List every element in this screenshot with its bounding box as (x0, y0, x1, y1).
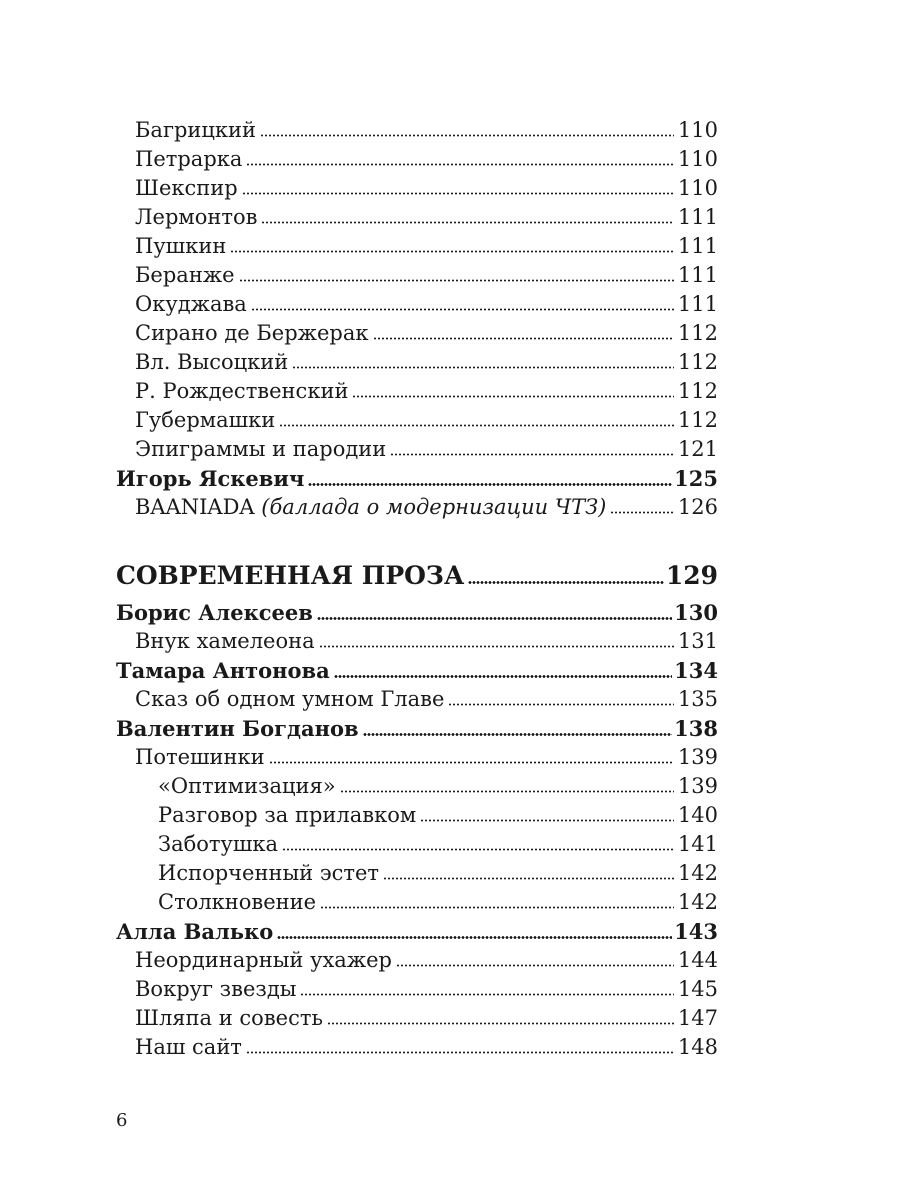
toc-entry-title (158, 772, 336, 801)
toc-entry-title (135, 319, 369, 348)
toc-page-number: 138 (674, 716, 718, 741)
dot-leader (246, 1051, 674, 1054)
dot-leader (282, 848, 674, 851)
toc-title-text: Сказ об одном умном Главе (135, 687, 445, 711)
toc-title-text: Р. Рождественский (135, 379, 349, 403)
toc-entry-title (135, 348, 288, 377)
dot-leader (363, 733, 673, 736)
toc-title-text: Заботушка (158, 832, 279, 856)
toc-page-number: 130 (674, 600, 718, 625)
dot-leader (239, 279, 674, 282)
toc-page-number: 111 (677, 263, 718, 287)
toc-entry-title (135, 203, 257, 232)
toc-title-text: Тамара Антонова (116, 658, 330, 683)
toc-entry-title (135, 1033, 242, 1062)
toc-entry (116, 319, 718, 348)
toc-page-number: 135 (677, 687, 718, 711)
toc-title-text: Беранже (135, 263, 235, 287)
dot-leader (308, 483, 672, 486)
toc-entry-title (135, 743, 265, 772)
toc-entry-title (116, 464, 304, 493)
toc-page-number: 141 (677, 832, 718, 856)
toc-page-number: 112 (677, 321, 718, 345)
toc-entry-title (116, 558, 464, 594)
toc-entry-title (135, 406, 275, 435)
toc-entry (116, 685, 718, 714)
toc-title-text: Борис Алексеев (116, 600, 313, 625)
dot-leader (261, 221, 673, 224)
dot-leader (383, 877, 674, 880)
toc-title-text: Вл. Высоцкий (135, 350, 289, 374)
toc-entry (116, 888, 718, 917)
toc-entry (116, 290, 718, 319)
toc-author-entry (116, 464, 718, 493)
toc-entry-title (135, 261, 235, 290)
toc-page-number: 140 (677, 803, 718, 827)
toc-title-text: Губермашки (135, 408, 276, 432)
toc-page-number: 139 (677, 745, 718, 769)
dot-leader (242, 192, 674, 195)
toc-title-text: Неординарный ухажер (135, 948, 393, 972)
toc-title-text: Потешинки (135, 745, 265, 769)
toc-page-number: 112 (677, 379, 718, 403)
toc-page-number: 112 (677, 350, 718, 374)
toc-title-text: Валентин Богданов (116, 716, 359, 741)
toc-title-text: Разговор за прилавком (158, 803, 417, 827)
toc-title-text: «Оптимизация» (158, 774, 336, 798)
toc-page-number: 129 (665, 561, 718, 590)
toc-author-entry (116, 917, 718, 946)
toc-page-number: 131 (677, 629, 718, 653)
toc-title-text: Шляпа и совесть (135, 1006, 323, 1030)
toc-page-number: 111 (677, 292, 718, 316)
toc-title-text: СОВРЕМЕННАЯ ПРОЗА (116, 561, 465, 590)
dot-leader (260, 134, 674, 137)
toc-entry-title (135, 493, 606, 522)
toc-entry (116, 493, 718, 522)
toc-page-number: 142 (677, 861, 718, 885)
dot-leader (468, 581, 663, 584)
toc-page-number: 121 (677, 437, 718, 461)
toc-entry (116, 203, 718, 232)
toc-page-number: 147 (677, 1006, 718, 1030)
toc-page-number: 142 (677, 890, 718, 914)
toc-entry (116, 116, 718, 145)
table-of-contents (116, 116, 718, 1062)
toc-title-text: Пушкин (135, 234, 227, 258)
dot-leader (327, 1022, 674, 1025)
toc-entry-title (135, 435, 386, 464)
toc-page-number: 110 (677, 176, 718, 200)
toc-title-text: Эпиграммы и пародии (135, 437, 387, 461)
dot-leader (610, 511, 674, 514)
toc-entry (116, 627, 718, 656)
toc-page-number: 134 (674, 658, 718, 683)
toc-entry-title (158, 859, 379, 888)
dot-leader (230, 250, 674, 253)
dot-leader (320, 906, 674, 909)
toc-title-text: Вокруг звезды (135, 977, 297, 1001)
toc-entry-title (135, 1004, 323, 1033)
toc-entry-title (158, 801, 416, 830)
toc-page-number: 144 (677, 948, 718, 972)
toc-entry-title (135, 975, 296, 1004)
toc-title-text: Сирано де Бержерак (135, 321, 369, 345)
toc-entry (116, 406, 718, 435)
dot-leader (390, 453, 674, 456)
toc-entry (116, 348, 718, 377)
toc-entry-title (135, 377, 348, 406)
dot-leader (300, 993, 673, 996)
toc-title-text: Внук хамелеона (135, 629, 315, 653)
toc-title-text: Лермонтов (135, 205, 258, 229)
dot-leader (317, 617, 672, 620)
toc-title-text: Багрицкий (135, 118, 257, 142)
dot-leader (448, 703, 674, 706)
toc-entry-title (116, 714, 359, 743)
toc-entry-title (158, 830, 278, 859)
toc-page-number: 112 (677, 408, 718, 432)
toc-page-number: 148 (677, 1035, 718, 1059)
toc-entry-title (135, 685, 444, 714)
toc-page-number: 126 (677, 495, 718, 519)
toc-title-text: Алла Валько (116, 919, 274, 944)
dot-leader (292, 366, 674, 369)
toc-entry-title (135, 116, 256, 145)
toc-entry-title (135, 946, 392, 975)
toc-entry (116, 261, 718, 290)
toc-entry (116, 174, 718, 203)
toc-entry-title (116, 598, 313, 627)
toc-entry (116, 232, 718, 261)
toc-entry-title (135, 145, 242, 174)
toc-author-entry (116, 714, 718, 743)
dot-leader (279, 424, 674, 427)
toc-title-text: Окуджава (135, 292, 247, 316)
toc-section-heading (116, 558, 718, 594)
dot-leader (319, 645, 674, 648)
dot-leader (420, 819, 674, 822)
toc-author-entry (116, 598, 718, 627)
toc-page-number: 125 (674, 466, 718, 491)
dot-leader (352, 395, 673, 398)
toc-entry-title (135, 232, 226, 261)
dot-leader (251, 308, 674, 311)
toc-entry (116, 830, 718, 859)
toc-entry (116, 435, 718, 464)
toc-page-number: 145 (677, 977, 718, 1001)
toc-entry (116, 772, 718, 801)
dot-leader (246, 163, 673, 166)
dot-leader (396, 964, 674, 967)
toc-page-number: 110 (677, 118, 718, 142)
toc-entry (116, 859, 718, 888)
dot-leader (269, 761, 674, 764)
toc-entry-title (158, 888, 316, 917)
toc-subtitle-text: (баллада о модернизации ЧТЗ) (261, 495, 607, 519)
toc-entry (116, 377, 718, 406)
toc-entry-title (135, 627, 315, 656)
toc-entry-title (135, 174, 238, 203)
toc-entry (116, 1004, 718, 1033)
toc-title-text: Петрарка (135, 147, 243, 171)
page-number: 6 (116, 1110, 128, 1131)
toc-title-text: Шекспир (135, 176, 238, 200)
toc-entry-title (116, 917, 273, 946)
dot-leader (277, 936, 672, 939)
toc-author-entry (116, 656, 718, 685)
toc-page-number: 111 (677, 205, 718, 229)
toc-title-text: Игорь Яскевич (116, 466, 305, 491)
toc-entry (116, 946, 718, 975)
toc-page-number: 110 (677, 147, 718, 171)
dot-leader (373, 337, 674, 340)
toc-title-text: Испорченный эстет (158, 861, 380, 885)
toc-entry (116, 145, 718, 174)
toc-page-number: 139 (677, 774, 718, 798)
toc-entry (116, 975, 718, 1004)
toc-entry-title (135, 290, 247, 319)
toc-entry (116, 801, 718, 830)
toc-entry (116, 743, 718, 772)
toc-page-number: 143 (674, 919, 718, 944)
toc-title-text: BAANIADA (135, 495, 255, 519)
dot-leader (340, 790, 674, 793)
toc-page-number: 111 (677, 234, 718, 258)
toc-entry-title (116, 656, 330, 685)
dot-leader (334, 675, 672, 678)
toc-title-text: Столкновение (158, 890, 317, 914)
toc-entry (116, 1033, 718, 1062)
toc-title-text: Наш сайт (135, 1035, 242, 1059)
